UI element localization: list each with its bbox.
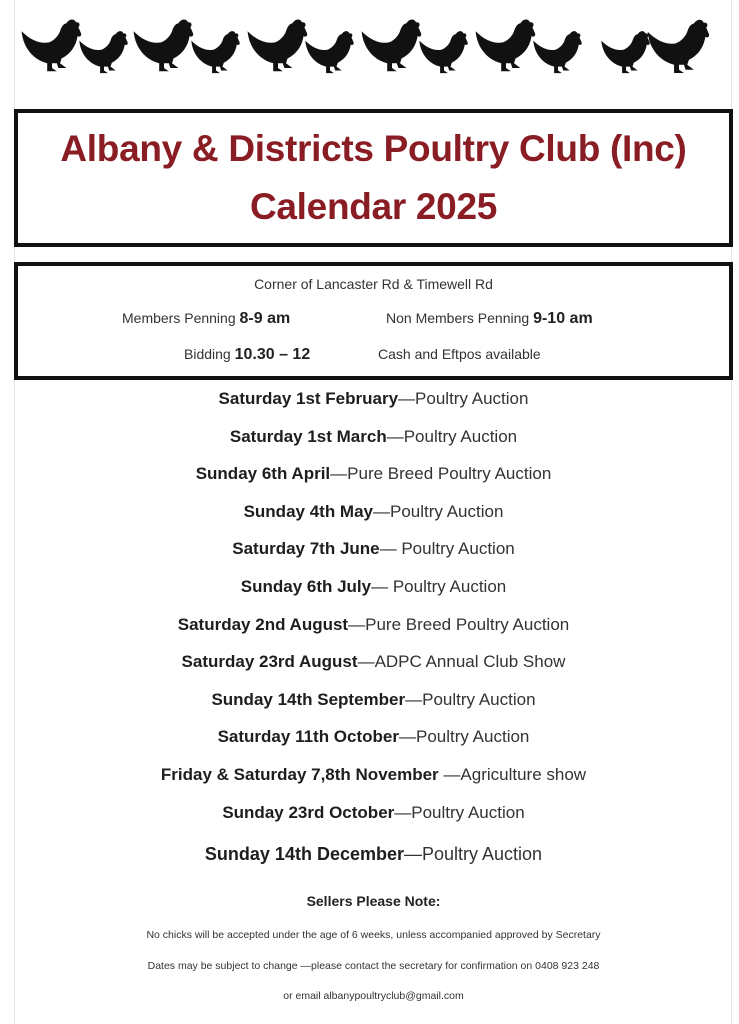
- sellers-note-email: or email albanypoultryclub@gmail.com: [283, 990, 464, 1002]
- payment-methods: Cash and Eftpos available: [378, 346, 541, 362]
- event-description: —Pure Breed Poultry Auction: [330, 464, 552, 484]
- chicken-silhouette-banner: [20, 8, 720, 88]
- event-item: [14, 798, 733, 836]
- members-penning-time: 8-9 am: [239, 310, 291, 327]
- chick-silhouette-icon: [532, 22, 584, 80]
- event-item: [14, 497, 733, 535]
- event-date: Saturday 11th October: [217, 727, 399, 747]
- event-description: —Agriculture show: [443, 764, 587, 784]
- event-item: [14, 722, 733, 760]
- event-description: —Poultry Auction: [405, 689, 536, 709]
- event-description: —Poultry Auction: [398, 727, 530, 747]
- venue-info-box: [14, 262, 733, 380]
- non-members-penning-time: 9-10 am: [533, 310, 593, 327]
- bidding: [184, 346, 310, 364]
- hen-silhouette-icon: [360, 8, 424, 80]
- hen-silhouette-icon: [20, 8, 84, 80]
- club-title: Albany & Districts Poultry Club (Inc): [60, 128, 687, 169]
- calendar-title: Calendar 2025: [249, 186, 498, 227]
- event-item: [14, 534, 733, 572]
- sellers-note-title: Sellers Please Note:: [306, 893, 441, 909]
- members-penning-label: Members Penning: [122, 310, 236, 326]
- event-item: [14, 459, 733, 497]
- non-members-penning-label: Non Members Penning: [386, 310, 530, 326]
- chick-silhouette-icon: [304, 22, 356, 80]
- members-penning: [122, 310, 290, 328]
- event-date: Saturday 23rd August: [181, 652, 358, 672]
- event-description: —Poultry Auction: [373, 501, 504, 521]
- event-date: Saturday 1st March: [229, 426, 387, 446]
- event-item: [14, 610, 733, 648]
- event-date: Saturday 2nd August: [177, 614, 349, 634]
- event-item: [14, 760, 733, 798]
- event-date: Sunday 6th July: [240, 576, 372, 596]
- event-description: —ADPC Annual Club Show: [357, 652, 566, 672]
- event-item: [14, 572, 733, 610]
- event-description: —Poultry Auction: [404, 844, 543, 865]
- bidding-time: 10.30 – 12: [234, 346, 311, 363]
- event-date: Sunday 14th December: [204, 844, 404, 865]
- venue-location: Corner of Lancaster Rd & Timewell Rd: [254, 276, 493, 292]
- hen-silhouette-icon: [646, 8, 712, 82]
- event-description: —Poultry Auction: [398, 389, 529, 408]
- chick-silhouette-icon: [190, 22, 242, 80]
- event-item: [14, 839, 733, 877]
- event-list: [14, 384, 733, 877]
- event-description: — Poultry Auction: [379, 539, 515, 559]
- event-date: Saturday 7th June: [232, 539, 380, 559]
- hen-silhouette-icon: [474, 8, 538, 80]
- event-description: — Poultry Auction: [371, 576, 507, 596]
- sellers-note-dates-change: Dates may be subject to change —please contact the secretary for confirmation on 0408 923 248: [147, 960, 600, 972]
- event-date: Sunday 23rd October: [222, 802, 395, 822]
- hen-silhouette-icon: [132, 8, 196, 80]
- event-item: [14, 422, 733, 460]
- event-date: Sunday 14th September: [211, 689, 406, 709]
- chick-silhouette-icon: [600, 22, 652, 80]
- event-item: [14, 384, 733, 422]
- sellers-note-age-rule: No chicks will be accepted under the age of 6 weeks, unless accompanied approved by Secretary: [146, 929, 601, 941]
- event-date: Sunday 6th April: [195, 464, 331, 484]
- event-item: [14, 685, 733, 723]
- hen-silhouette-icon: [246, 8, 310, 80]
- event-date: Saturday 1st February: [218, 389, 399, 408]
- event-date: Sunday 4th May: [243, 501, 373, 521]
- bidding-label: Bidding: [184, 346, 231, 362]
- event-date: Friday & Saturday 7,8th November: [160, 764, 444, 784]
- event-item: [14, 647, 733, 685]
- event-description: —Poultry Auction: [394, 802, 525, 822]
- chick-silhouette-icon: [78, 22, 130, 80]
- chick-silhouette-icon: [418, 22, 470, 80]
- title-box: [14, 109, 733, 247]
- event-description: —Poultry Auction: [386, 426, 518, 446]
- event-description: —Pure Breed Poultry Auction: [348, 614, 570, 634]
- non-members-penning: [386, 310, 593, 328]
